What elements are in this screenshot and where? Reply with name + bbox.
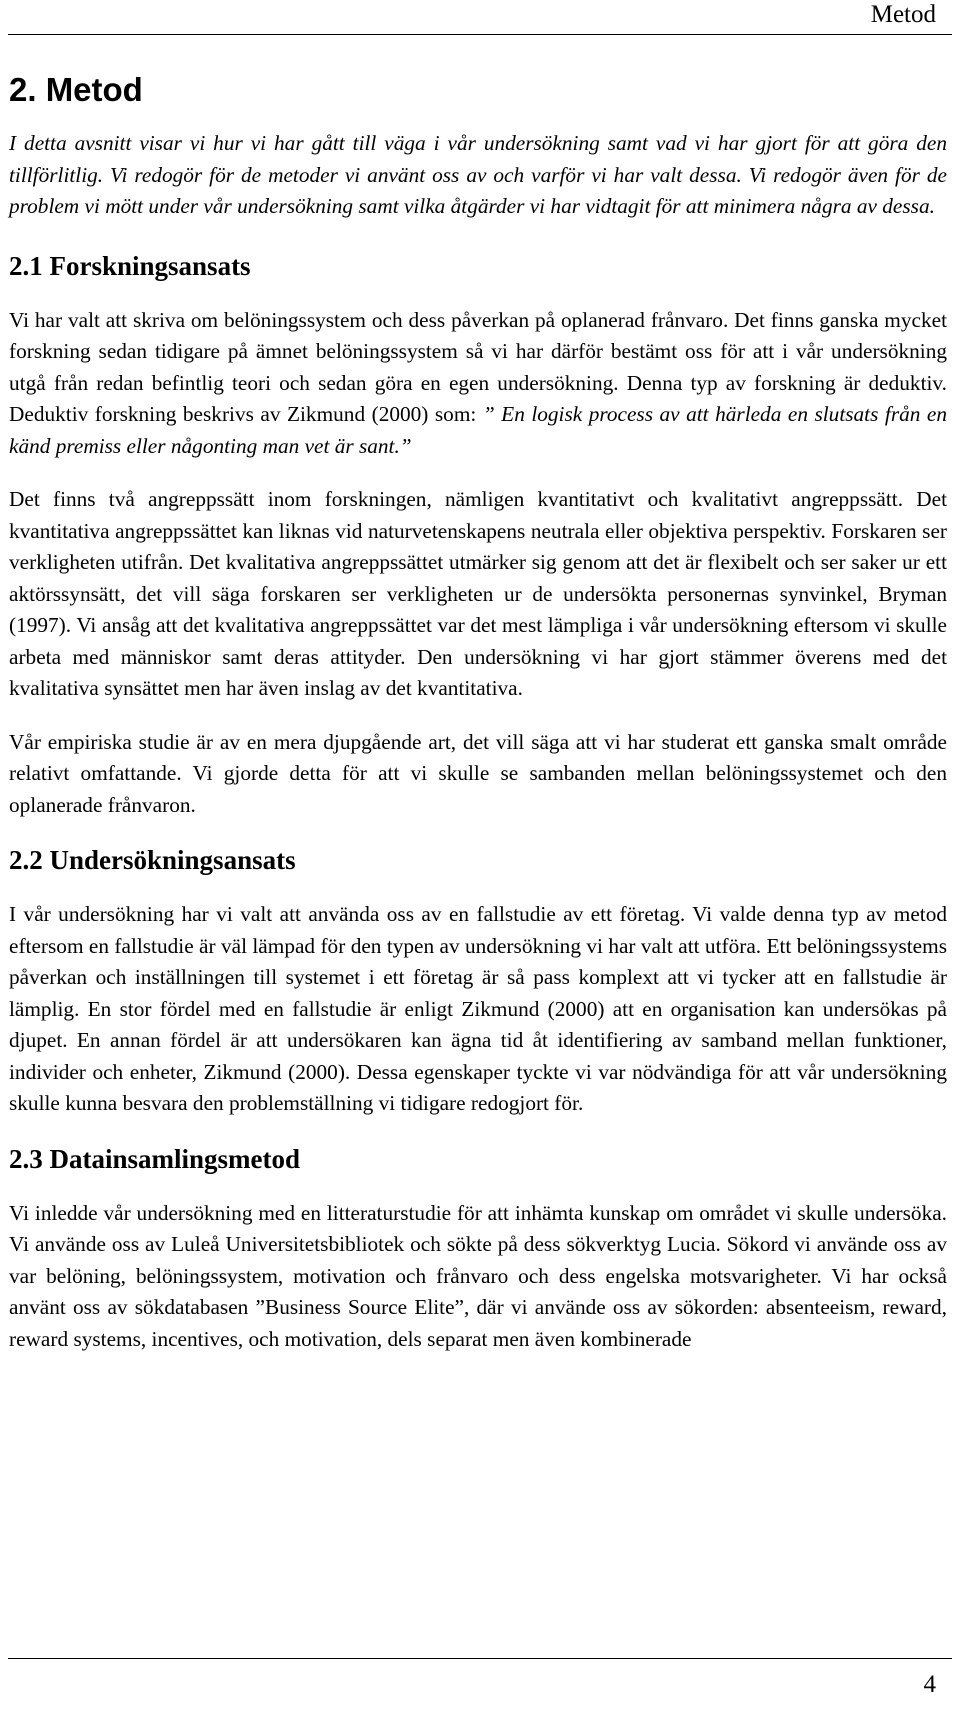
quote-zikmund: ” En logisk process av att härleda en slutsats från en känd premiss eller någonting man vet är sant.” [9, 402, 948, 458]
paragraph-forskningsansats-1 [9, 305, 947, 463]
section-heading-forskningsansats: 2.1 Forskningsansats [9, 250, 251, 281]
page-number: 4 [923, 1671, 936, 1698]
paragraph-undersokningsansats-1: I vår undersökning har vi valt att använda oss av en fallstudie av ett företag. Vi valde denna typ av metod eftersom en fallstudie är väl lämpad för den typen av undersökning vi har valt att utföra. Ett belöningssystems påverkan och inställningen till systemet i ett företag är så pass komplext att vi tycker att en fallstudie är lämplig. En stor fördel med en fallstudie är enligt Zikmund (2000) att en organisation kan undersökas på djupet. En annan fördel är att undersökaren kan ägna tid åt identifiering av samband mellan funktioner, individer och enheter, Zikmund (2000). Dessa egenskaper tyckte vi var nödvändiga för att vår undersökning skulle kunna besvara den problemställning vi tidigare redogjort för. [9, 902, 947, 1115]
running-header: Metod [870, 1, 936, 28]
page-content [9, 62, 947, 1377]
header-rule [8, 34, 952, 35]
paragraph-text: Vi har valt att skriva om belöningssystem och dess påverkan på oplanerad frånvaro. Det finns ganska mycket forskning sedan tidigare på ämnet belöningssystem så vi har därför bestämt oss för att i vår undersökning utgå från redan befintlig teori och sedan göra en egen undersökning. Denna typ av forskning är deduktiv. Deduktiv forskning beskrivs av Zikmund (2000) som: [9, 307, 947, 426]
footer-rule [8, 1658, 952, 1659]
paragraph-forskningsansats-3: Vår empiriska studie är av en mera djupgående art, det vill säga att vi har studerat ett ganska smalt område relativt omfattande. Vi gjorde detta för att vi skulle se sambanden mellan belöningssystemet och den oplanerade frånvaron. [9, 729, 947, 817]
chapter-title: 2. Metod [9, 71, 143, 108]
section-heading-undersokningsansats: 2.2 Undersökningsansats [9, 845, 296, 875]
chapter-intro: I detta avsnitt visar vi hur vi har gått till väga i vår undersökning samt vad vi har gjort för att göra den tillförlitlig. Vi redogör för de metoder vi använt oss av och varför vi har valt dessa. Vi redogör även för de problem vi mött under vår undersökning samt vilka åtgärder vi har vidtagit för att minimera några av dessa. [9, 131, 947, 218]
paragraph-datainsamlingsmetod-1: Vi inledde vår undersökning med en litteraturstudie för att inhämta kunskap om området vi skulle undersöka. Vi använde oss av Luleå Universitetsbibliotek och sökte på dess sökverktyg Lucia. Sökord vi använde oss av var belöning, belöningssystem, motivation och frånvaro och dess engelska motsvarigheter. Vi har också använt oss av sökdatabasen ”Business Source Elite”, där vi använde oss av sökorden: absenteeism, reward, reward systems, incentives, och motivation, dels separat men även kombinerade [9, 1200, 947, 1351]
section-heading-datainsamlingsmetod: 2.3 Datainsamlingsmetod [9, 1143, 301, 1174]
paragraph-forskningsansats-2: Det finns två angreppssätt inom forskningen, nämligen kvantitativt och kvalitativt angreppssätt. Det kvantitativa angreppssättet kan liknas vid naturvetenskapens neutrala eller objektiva perspektiv. Forskaren ser verkligheten utifrån. Det kvalitativa angreppssättet utmärker sig genom att det är flexibelt och ser saker ur ett aktörssynsätt, det vill säga forskaren ser verkligheten ur de undersökta personernas synvinkel, Bryman (1997). Vi ansåg att det kvalitativa angreppssättet var det mest lämpliga i vår undersökning eftersom vi skulle arbeta med människor samt deras attityder. Den undersökning vi har gjort stämmer överens med det kvalitativa synsättet men har även inslag av det kvantitativa. [9, 487, 947, 700]
